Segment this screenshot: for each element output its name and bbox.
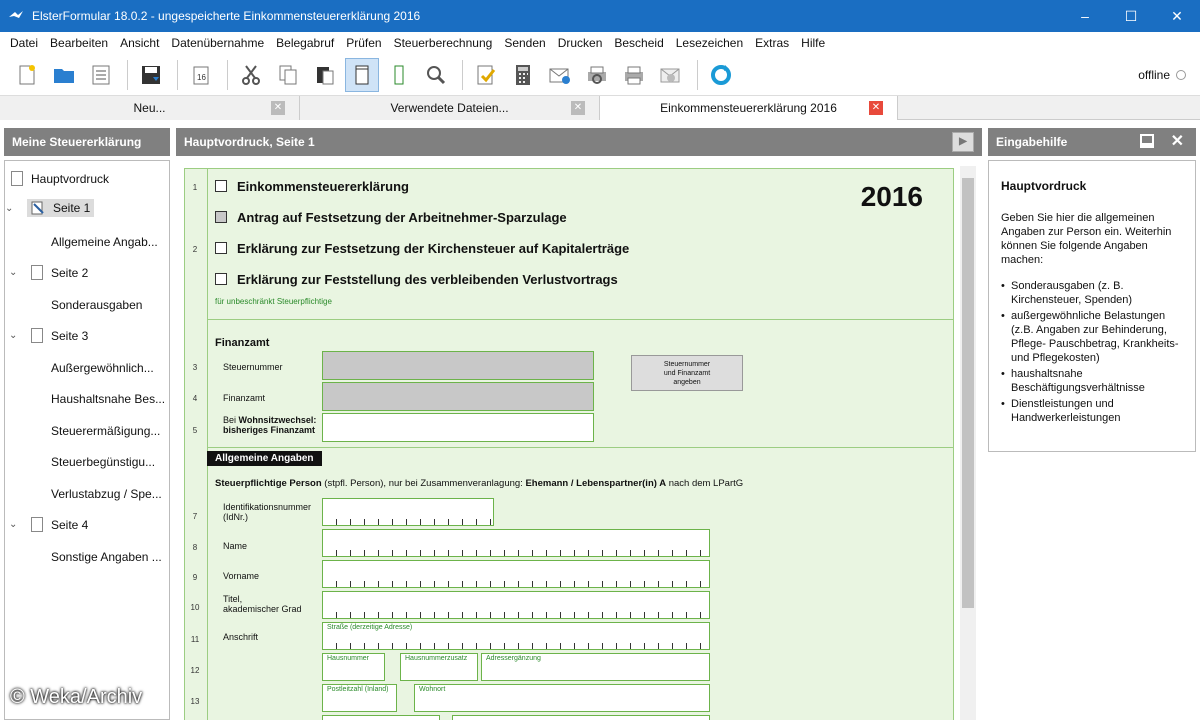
help-bullet: • Sonderausgaben (z. B. Kirchensteuer, Spenden)	[1001, 279, 1189, 307]
hausnummer-field[interactable]	[322, 653, 385, 681]
list-icon	[89, 63, 113, 87]
form-margin-line	[207, 169, 208, 720]
steuernummer-angeben-button[interactable]	[631, 355, 743, 391]
tree-item-label: Seite 3	[51, 328, 89, 343]
label-idnr-2: (IdNr.)	[223, 512, 249, 522]
tab-neu[interactable]	[0, 96, 300, 120]
menu-hilfe[interactable]: Hilfe	[801, 36, 826, 50]
label-bisheriges: bisheriges Finanzamt	[223, 425, 316, 435]
menu-pruefen[interactable]: Prüfen	[346, 36, 382, 50]
folder-icon	[52, 63, 76, 87]
row-number: 13	[190, 697, 200, 706]
row-number: 4	[192, 394, 198, 403]
label-einkommensteuererklaerung: Einkommensteuererklärung	[237, 179, 409, 194]
document-icon	[31, 517, 43, 532]
save-button[interactable]	[134, 58, 168, 92]
status-indicator-icon	[1176, 70, 1186, 80]
help-bullet: • haushaltsnahe Beschäftigungsverhältnisse	[1001, 367, 1189, 395]
person-description	[215, 479, 743, 489]
toolbar-separator	[227, 60, 228, 90]
menu-ansicht[interactable]: Ansicht	[120, 36, 160, 50]
form-view	[176, 156, 982, 720]
menu-bearbeiten[interactable]: Bearbeiten	[50, 36, 109, 50]
strasse-label: Straße (derzeitige Adresse)	[327, 624, 413, 631]
form-note: für unbeschränkt Steuerpflichtige	[215, 297, 332, 306]
label-titel-2: akademischer Grad	[223, 604, 302, 614]
help-bullet: • Dienstleistungen und Handwerkerleistungen	[1001, 397, 1189, 425]
label-name: Name	[223, 541, 248, 551]
search-icon	[424, 63, 448, 87]
title-bar	[0, 0, 1200, 32]
chevron-down-icon[interactable]: ⌄	[5, 202, 14, 214]
checkbox-sparzulage[interactable]	[215, 211, 227, 223]
person-bold-2: Ehemann / Lebenspartner(in) A	[525, 478, 667, 489]
tree-item-seite-1[interactable]	[5, 199, 94, 217]
label-kirchensteuer: Erklärung zur Festsetzung der Kirchensteuer auf Kapitalerträge	[237, 241, 630, 256]
tab-label: Verwendete Dateien...	[390, 101, 509, 115]
tab-label: Neu...	[133, 101, 166, 115]
help-bullet: • außergewöhnliche Belastungen (z.B. Angaben zur Behinderung, Pflege- Pauschbetrag, Krankheits- und Pflegekosten)	[1001, 309, 1189, 365]
strasse-field[interactable]	[322, 622, 710, 650]
tree-item-haushaltsnahe[interactable]	[51, 392, 165, 406]
hausnummerzusatz-label: Hausnummerzusatz	[405, 655, 468, 662]
form-year: 2016	[860, 181, 923, 212]
page-width-icon	[387, 63, 411, 87]
right-panel-header	[988, 128, 1196, 156]
open-folder-button[interactable]	[47, 58, 81, 92]
person-bold: Steuerpflichtige Person	[215, 478, 322, 489]
tab-close-icon[interactable]: ✕	[869, 101, 883, 115]
center-panel-header	[176, 128, 982, 156]
vertical-scrollbar[interactable]	[960, 166, 976, 720]
label-vorname: Vorname	[223, 571, 260, 581]
help-bullet-list	[1001, 279, 1189, 427]
print-preview-button[interactable]	[580, 58, 614, 92]
label-steuernummer: Steuernummer	[223, 362, 283, 372]
label-idnr-1: Identifikationsnummer	[223, 502, 312, 512]
idnr-field[interactable]	[322, 498, 494, 526]
menu-senden[interactable]: Senden	[504, 36, 546, 50]
help-text: Geben Sie hier die allgemeinen Angaben zur Person ein. Weiterhin können Sie folgende Angaben machen:	[1001, 212, 1172, 266]
tab-close-icon[interactable]: ✕	[271, 101, 285, 115]
label-wohnsitzwechsel-bold: Wohnsitzwechsel:	[238, 415, 317, 425]
wohnort-label: Wohnort	[419, 686, 446, 693]
steuernummer-field[interactable]	[322, 351, 594, 380]
menu-bescheid[interactable]: Bescheid	[614, 36, 664, 50]
label-bei: Bei	[223, 415, 237, 425]
checkbox-kirchensteuer[interactable]	[215, 242, 227, 254]
tree-item-label: Außergewöhnlich...	[51, 361, 154, 375]
vorname-field[interactable]	[322, 560, 710, 588]
close-window-button[interactable]: ✕	[1171, 7, 1183, 24]
refresh-icon	[709, 63, 733, 87]
tree-item-label: Seite 2	[51, 265, 89, 280]
label-anschrift: Anschrift	[223, 632, 259, 642]
window-title: ElsterFormular 18.0.2 - ungespeicherte Einkommensteuererklärung 2016	[32, 9, 421, 23]
row-number: 2	[192, 245, 198, 254]
field-ticks	[323, 643, 709, 649]
menu-steuerberechnung[interactable]: Steuerberechnung	[393, 36, 493, 50]
toolbar	[0, 54, 1200, 96]
toolbar-separator	[462, 60, 463, 90]
chevron-down-icon[interactable]: ⌄	[9, 330, 18, 341]
toolbar-separator	[127, 60, 128, 90]
adressergaenzung-label: Adressergänzung	[486, 655, 541, 662]
left-panel-title: Meine Steuererklärung	[12, 135, 142, 149]
search-button[interactable]	[419, 58, 453, 92]
person-rest-2: nach dem LPartG	[666, 478, 744, 489]
field-ticks	[323, 519, 493, 525]
elster-bird-icon	[8, 8, 24, 24]
svg-text:16: 16	[197, 72, 206, 82]
tree-item-allgemeine-angaben[interactable]	[51, 235, 158, 249]
extra-field[interactable]	[322, 715, 440, 720]
cut-button[interactable]	[234, 58, 268, 92]
titel-field[interactable]	[322, 591, 710, 619]
menu-datei[interactable]: Datei	[10, 36, 39, 50]
page-view-button[interactable]	[345, 58, 379, 92]
list-button[interactable]	[84, 58, 118, 92]
tree-item-label: Steuerermäßigung...	[51, 424, 161, 438]
row-number: 9	[192, 573, 198, 582]
hausnummer-label: Hausnummer	[327, 655, 370, 662]
tree-item-seite-2[interactable]	[9, 265, 89, 280]
menu-bar	[0, 32, 1200, 54]
tree-item-label: Allgemeine Angab...	[51, 235, 158, 249]
tree-item-sonderausgaben[interactable]	[51, 298, 142, 312]
label-titel	[223, 594, 302, 614]
tree-item-label: Seite 4	[51, 517, 89, 532]
new-document-button[interactable]	[10, 58, 44, 92]
bisheriges-finanzamt-field[interactable]	[322, 413, 594, 442]
button-line: und Finanzamt	[663, 370, 711, 377]
row-number: 7	[192, 512, 198, 521]
row-number: 5	[192, 426, 198, 435]
name-field[interactable]	[322, 529, 710, 557]
menu-datenuebernahme[interactable]: Datenübernahme	[171, 36, 265, 50]
tree-item-label: Haushaltsnahe Bes...	[51, 392, 166, 406]
label-titel-1: Titel,	[223, 594, 243, 604]
chevron-down-icon[interactable]: ⌄	[9, 267, 18, 278]
extra-field-2[interactable]	[452, 715, 710, 720]
tree-item-steuerbeguenstigung[interactable]	[51, 455, 155, 469]
close-panel-icon[interactable]: ✕	[1170, 133, 1184, 150]
print-preview-icon	[585, 63, 609, 87]
paste-button[interactable]	[308, 58, 342, 92]
play-icon[interactable]: ▶	[952, 132, 974, 152]
row-number: 10	[190, 603, 200, 612]
tree-item-sonstige-angaben[interactable]	[51, 550, 162, 564]
calculator-button[interactable]	[506, 58, 540, 92]
field-ticks	[323, 612, 709, 618]
tree-item-aussergewoehnlich[interactable]	[51, 361, 154, 375]
tax-form-page	[184, 168, 954, 720]
row-number: 3	[192, 363, 198, 372]
document-icon	[31, 328, 43, 343]
menu-drucken[interactable]: Drucken	[557, 36, 603, 50]
update-button[interactable]	[704, 58, 738, 92]
print-button[interactable]	[617, 58, 651, 92]
bescheid-mail-icon	[659, 63, 683, 87]
field-ticks	[323, 581, 709, 587]
tree-item-hauptvordruck[interactable]	[11, 171, 109, 186]
tree-item-label: Seite 1	[53, 201, 91, 215]
menu-belegabruf[interactable]: Belegabruf	[276, 36, 335, 50]
row-number: 11	[190, 635, 200, 644]
field-ticks	[323, 550, 709, 556]
tab-verwendete-dateien[interactable]	[300, 96, 600, 120]
check-document-icon	[474, 63, 498, 87]
bescheid-button[interactable]	[654, 58, 688, 92]
document-tab-bar	[0, 96, 1200, 120]
row-number: 12	[190, 666, 200, 675]
scrollbar-thumb[interactable]	[962, 178, 974, 608]
page-view-icon	[350, 63, 374, 87]
minimize-button[interactable]: –	[1081, 8, 1089, 24]
tab-close-icon[interactable]: ✕	[571, 101, 585, 115]
label-sparzulage: Antrag auf Festsetzung der Arbeitnehmer-Sparzulage	[237, 210, 567, 225]
hausnummerzusatz-field[interactable]	[400, 653, 478, 681]
edit-page-icon	[31, 201, 45, 215]
tab-einkommensteuererklaerung[interactable]	[600, 96, 898, 120]
divider	[207, 447, 954, 448]
chevron-down-icon[interactable]: ⌄	[9, 519, 18, 530]
divider	[207, 319, 954, 320]
copyright-watermark: © Weka/Archiv	[10, 686, 143, 708]
menu-lesezeichen[interactable]: Lesezeichen	[675, 36, 744, 50]
wohnort-field[interactable]	[414, 684, 710, 712]
section-finanzamt: Finanzamt	[215, 337, 270, 349]
document-icon	[11, 171, 23, 186]
import-button[interactable]	[184, 58, 218, 92]
navigation-tree	[4, 160, 170, 720]
person-rest-1: (stpfl. Person), nur bei Zusammenveranlagung:	[321, 478, 526, 489]
document-icon	[31, 265, 43, 280]
button-line: Steuernummer	[663, 361, 711, 368]
tree-item-label: Verlustabzug / Spe...	[51, 487, 162, 501]
page-width-button[interactable]	[382, 58, 416, 92]
tree-item-label: Sonderausgaben	[51, 298, 143, 312]
label-wohnsitzwechsel	[223, 415, 316, 435]
new-document-icon	[15, 63, 39, 87]
offline-label: offline	[1138, 68, 1170, 82]
adressergaenzung-field[interactable]	[481, 653, 710, 681]
check-button[interactable]	[469, 58, 503, 92]
postleitzahl-label: Postleitzahl (Inland)	[327, 686, 389, 693]
send-mail-icon	[548, 63, 572, 87]
paste-icon	[313, 63, 337, 87]
copy-button[interactable]	[271, 58, 305, 92]
tree-item-label: Hauptvordruck	[31, 171, 110, 186]
copy-icon	[276, 63, 300, 87]
row-number: 1	[192, 183, 198, 192]
tab-label: Einkommensteuererklärung 2016	[660, 101, 837, 115]
checkbox-verlustvortrag[interactable]	[215, 273, 227, 285]
left-panel-header	[4, 128, 170, 156]
tree-item-steuerermaessigung[interactable]	[51, 424, 160, 438]
tree-item-seite-4[interactable]	[9, 517, 89, 532]
scissors-icon	[239, 63, 263, 87]
checkbox-einkommensteuererklaerung[interactable]	[215, 180, 227, 192]
label-finanzamt: Finanzamt	[223, 393, 266, 403]
tree-item-seite-3[interactable]	[9, 328, 89, 343]
postleitzahl-field[interactable]	[322, 684, 397, 712]
menu-extras[interactable]: Extras	[755, 36, 790, 50]
tree-item-label: Sonstige Angaben ...	[51, 550, 162, 564]
right-panel-title: Eingabehilfe	[996, 135, 1068, 149]
calculator-icon	[511, 63, 535, 87]
finanzamt-field[interactable]	[322, 382, 594, 411]
center-panel-title: Hauptvordruck, Seite 1	[184, 135, 315, 149]
import-icon	[189, 63, 213, 87]
maximize-button[interactable]: ☐	[1124, 7, 1138, 24]
tree-item-label: Steuerbegünstigu...	[51, 455, 156, 469]
send-button[interactable]	[543, 58, 577, 92]
connection-status	[1138, 68, 1186, 82]
toolbar-separator	[177, 60, 178, 90]
help-heading: Hauptvordruck	[1001, 179, 1087, 193]
tree-item-verlustabzug[interactable]	[51, 487, 162, 501]
printer-icon	[622, 63, 646, 87]
minimize-panel-icon[interactable]	[1140, 134, 1154, 148]
section-allgemeine-angaben: Allgemeine Angaben	[207, 451, 322, 466]
label-idnr	[223, 502, 311, 522]
save-icon	[139, 63, 163, 87]
label-verlustvortrag: Erklärung zur Feststellung des verbleibenden Verlustvortrags	[237, 272, 618, 287]
help-panel	[988, 160, 1196, 452]
row-number: 8	[192, 543, 198, 552]
button-line: angeben	[673, 379, 701, 386]
toolbar-separator	[697, 60, 698, 90]
